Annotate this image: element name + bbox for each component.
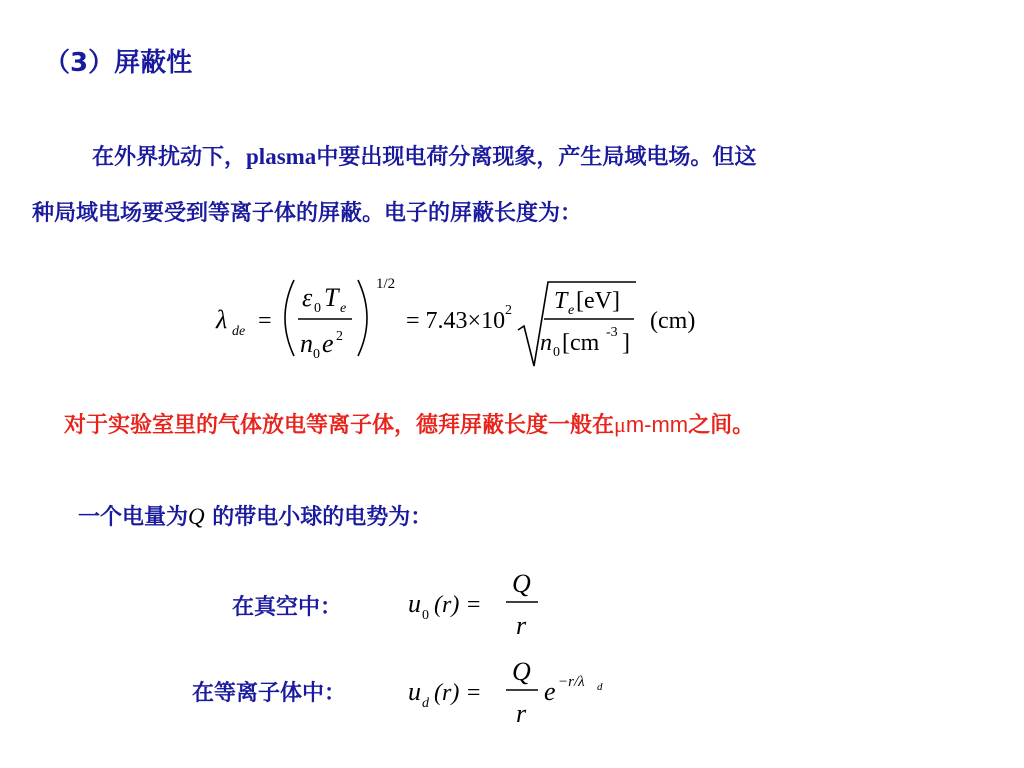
root-den-sub: 0 xyxy=(553,345,560,360)
formula-num-T: T xyxy=(324,283,339,312)
formula-den-n: n xyxy=(300,329,313,358)
root-num-T: T xyxy=(554,288,568,314)
note-suffix: 之间。 xyxy=(688,413,755,438)
vacuum-den: r xyxy=(516,611,527,640)
formula-num-eps-sub: 0 xyxy=(314,301,321,316)
debye-range-note xyxy=(64,408,754,439)
plasma-label: 在等离子体中： xyxy=(192,681,347,706)
formula-equals: = xyxy=(258,308,272,334)
formula-unit: (cm) xyxy=(650,308,696,334)
formula-power: 2 xyxy=(505,303,512,318)
intro-prefix: 一个电量为 xyxy=(78,505,189,530)
formula-den-e: e xyxy=(322,329,334,358)
plasma-den: r xyxy=(516,699,527,728)
root-den-sup: -3 xyxy=(606,325,618,340)
root-num-sub: e xyxy=(568,303,575,318)
section-heading: （3）屏蔽性 xyxy=(44,48,193,78)
root-den-close: ] xyxy=(622,330,630,356)
formula-coefficient: = 7.43×10 xyxy=(406,308,506,334)
root-num-unit: [eV] xyxy=(576,288,620,314)
intro-Q: Q xyxy=(188,504,205,529)
vacuum-num: Q xyxy=(512,569,531,598)
plasma-num: Q xyxy=(512,657,531,686)
debye-length-formula xyxy=(210,262,730,374)
plasma-exp-sub: d xyxy=(597,681,603,693)
right-paren xyxy=(358,280,367,356)
formula-num-T-sub: e xyxy=(340,301,347,316)
plasma-arg: (r) = xyxy=(434,680,482,706)
vacuum-arg: (r) = xyxy=(434,592,482,618)
plasma-exp-base: e xyxy=(544,677,556,706)
formula-den-n-sub: 0 xyxy=(313,347,320,362)
plasma-u: u xyxy=(408,677,421,706)
root-den-unit: [cm xyxy=(562,330,600,356)
vacuum-u: u xyxy=(408,589,421,618)
note-prefix: 对于实验室里的气体放电等离子体，德拜屏蔽长度一般在 xyxy=(64,413,615,438)
note-mu: μ xyxy=(614,412,626,437)
plasma-exp: −r/λ xyxy=(558,674,585,690)
formula-lambda: λ xyxy=(216,305,228,334)
formula-num-eps: ε xyxy=(302,283,313,312)
formula-lambda-sub: de xyxy=(232,324,246,339)
vacuum-u-sub: 0 xyxy=(422,608,429,623)
potential-intro xyxy=(78,500,432,531)
plasma-u-sub: d xyxy=(422,696,429,711)
root-den-n: n xyxy=(540,330,552,356)
vacuum-label: 在真空中： xyxy=(232,595,343,620)
paragraph-line-2: 种局域电场要受到等离子体的屏蔽。电子的屏蔽长度为： xyxy=(32,201,583,226)
left-paren xyxy=(285,280,294,356)
note-range: m-mm xyxy=(625,412,689,437)
vacuum-potential-formula xyxy=(404,562,564,642)
paragraph-line-1-latin: plasma xyxy=(246,144,317,169)
formula-den-e-sup: 2 xyxy=(336,329,343,344)
intro-suffix: 的带电小球的电势为： xyxy=(204,505,433,530)
paragraph-line-1-suffix: 中要出现电荷分离现象，产生局域电场。但这 xyxy=(316,145,757,170)
plasma-potential-formula xyxy=(404,650,624,732)
formula-exponent: 1/2 xyxy=(376,276,396,292)
paragraph-line-1 xyxy=(92,140,756,171)
paragraph-line-1-prefix: 在外界扰动下， xyxy=(92,145,247,170)
